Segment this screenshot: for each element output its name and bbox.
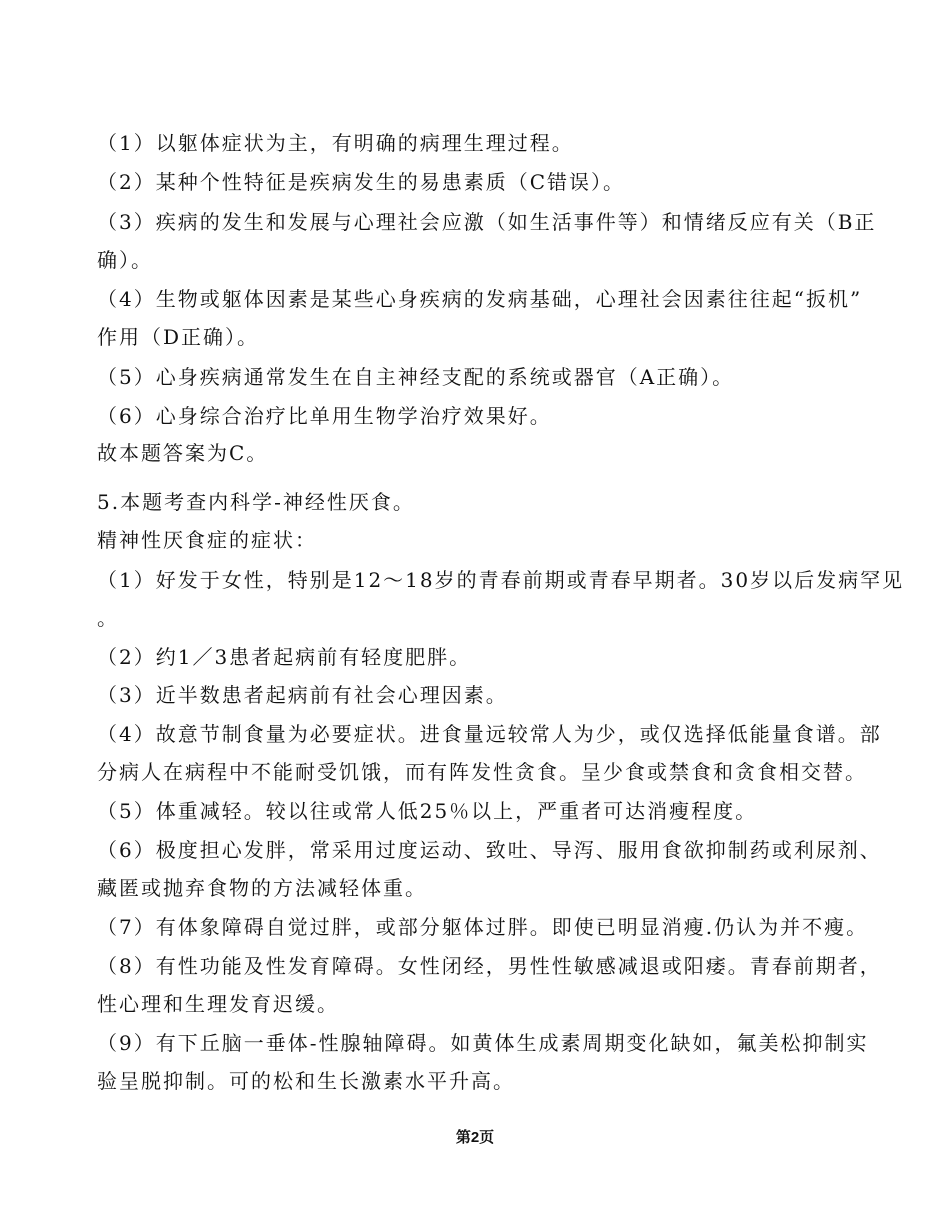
text-line: （4）故意节制食量为必要症状。进食量远较常人为少，或仅选择低能量食谱。部 — [97, 722, 882, 746]
section-heading: 5.本题考查内科学-神经性厌食。 — [97, 490, 415, 514]
text-line: （2）约1／3患者起病前有轻度肥胖。 — [97, 645, 472, 669]
text-line: 分病人在病程中不能耐受饥饿，而有阵发性贪食。呈少食或禁食和贪食相交替。 — [97, 760, 867, 784]
text-line: （1）好发于女性，特别是12～18岁的青春前期或青春早期者。30岁以后发病罕见 — [97, 568, 905, 592]
text-line: （5）心身疾病通常发生在自主神经支配的系统或器官（A正确）。 — [97, 365, 735, 389]
text-line: （5）体重减轻。较以往或常人低25％以上，严重者可达消瘦程度。 — [97, 799, 758, 823]
text-line: （4）生物或躯体因素是某些心身疾病的发病基础，心理社会因素往往起“扳机” — [97, 287, 863, 311]
text-line: （8）有性功能及性发育障碍。女性闭经，男性性敏感减退或阳痿。青春前期者， — [97, 954, 882, 978]
text-line: 精神性厌食症的症状： — [97, 528, 317, 552]
text-line: 藏匿或抛弃食物的方法减轻体重。 — [97, 876, 427, 900]
text-line: （9）有下丘脑一垂体-性腺轴障碍。如黄体生成素周期变化缺如，氟美松抑制实 — [97, 1031, 869, 1055]
text-line: （7）有体象障碍自觉过胖，或部分躯体过胖。即使已明显消瘦.仍认为并不瘦。 — [97, 915, 869, 939]
text-line: 性心理和生理发育迟缓。 — [97, 992, 339, 1016]
text-line: （3）疾病的发生和发展与心理社会应激（如生活事件等）和情绪反应有关（B正 — [97, 210, 877, 234]
text-line: （6）极度担心发胖，常采用过度运动、致吐、导泻、服用食欲抑制药或利尿剂、 — [97, 838, 882, 862]
text-line: （6）心身综合治疗比单用生物学治疗效果好。 — [97, 404, 552, 428]
text-line: 验呈脱抑制。可的松和生长激素水平升高。 — [97, 1069, 515, 1093]
text-line: 作用（D正确）。 — [97, 325, 260, 349]
text-line: （3）近半数患者起病前有社会心理因素。 — [97, 683, 508, 707]
text-line: 。 — [97, 606, 119, 630]
text-line: 故本题答案为C。 — [97, 441, 269, 465]
text-line: （1）以躯体症状为主，有明确的病理生理过程。 — [97, 131, 574, 155]
text-line: 确）。 — [97, 248, 153, 272]
page-number: 第2页 — [455, 1129, 495, 1146]
text-line: （2）某种个性特征是疾病发生的易患素质（C错误）。 — [97, 170, 626, 194]
